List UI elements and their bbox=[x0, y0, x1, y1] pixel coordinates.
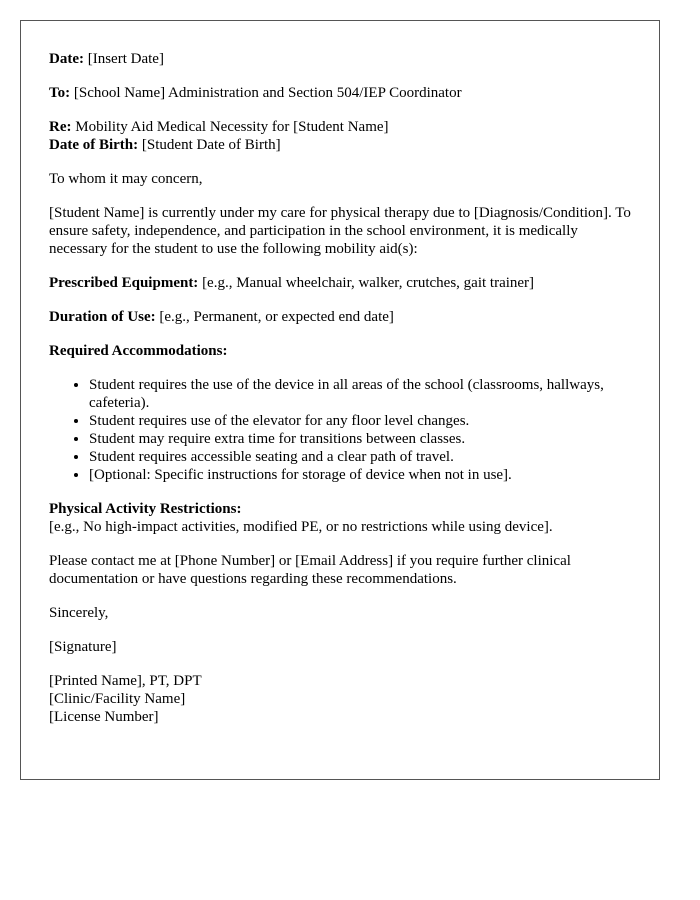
list-item: • Student may require extra time for transitions between classes. bbox=[89, 430, 631, 448]
signature: [Signature] bbox=[49, 639, 117, 655]
date-value: [Insert Date] bbox=[87, 51, 164, 67]
re-value: Mobility Aid Medical Necessity for [Student Name] bbox=[75, 119, 389, 135]
date-line bbox=[49, 50, 631, 68]
to-line bbox=[49, 84, 631, 102]
re-line bbox=[49, 118, 631, 136]
equipment-line bbox=[49, 274, 631, 292]
to-value: [School Name] Administration and Section 504/IEP Coordinator bbox=[73, 85, 462, 101]
closing: Sincerely, bbox=[49, 605, 109, 621]
signature-block bbox=[49, 672, 631, 726]
dob-line bbox=[49, 136, 631, 154]
re-label: Re: bbox=[49, 119, 72, 135]
clinic-name: [Clinic/Facility Name] bbox=[49, 691, 186, 707]
restrictions-block bbox=[49, 500, 631, 536]
duration-label: Duration of Use: bbox=[49, 309, 156, 325]
dob-value: [Student Date of Birth] bbox=[141, 137, 281, 153]
to-label: To: bbox=[49, 85, 71, 101]
date-label: Date: bbox=[49, 51, 84, 67]
list-item: • Student requires the use of the device in all areas of the school (classrooms, hallways, cafeteria). bbox=[89, 376, 631, 412]
printed-name: [Printed Name], PT, DPT bbox=[49, 673, 202, 689]
license-number: [License Number] bbox=[49, 709, 159, 725]
list-item: • Student requires use of the elevator for any floor level changes. bbox=[89, 412, 631, 430]
equipment-label: Prescribed Equipment: bbox=[49, 275, 199, 291]
contact-paragraph: Please contact me at [Phone Number] or [Email Address] if you require further clinical documentation or have questions regarding these recommendations. bbox=[49, 553, 571, 587]
equipment-value: [e.g., Manual wheelchair, walker, crutches, gait trainer] bbox=[202, 275, 535, 291]
accommodations-heading: Required Accommodations: bbox=[49, 343, 228, 359]
dob-label: Date of Birth: bbox=[49, 137, 139, 153]
accommodations-list bbox=[49, 376, 631, 484]
intro-paragraph: [Student Name] is currently under my care for physical therapy due to [Diagnosis/Condition]. To ensure safety, independence, and participation in the school environment, it is medically necessary for the student to use the following mobility aid(s): bbox=[49, 205, 631, 257]
re-block bbox=[49, 118, 631, 154]
restrictions-value: [e.g., No high-impact activities, modified PE, or no restrictions while using device]. bbox=[49, 519, 553, 535]
duration-line bbox=[49, 308, 631, 326]
restrictions-heading: Physical Activity Restrictions: bbox=[49, 501, 242, 517]
salutation: To whom it may concern, bbox=[49, 171, 203, 187]
letter-page bbox=[20, 20, 660, 780]
list-item: • [Optional: Specific instructions for storage of device when not in use]. bbox=[89, 466, 631, 484]
list-item: • Student requires accessible seating and a clear path of travel. bbox=[89, 448, 631, 466]
duration-value: [e.g., Permanent, or expected end date] bbox=[159, 309, 394, 325]
